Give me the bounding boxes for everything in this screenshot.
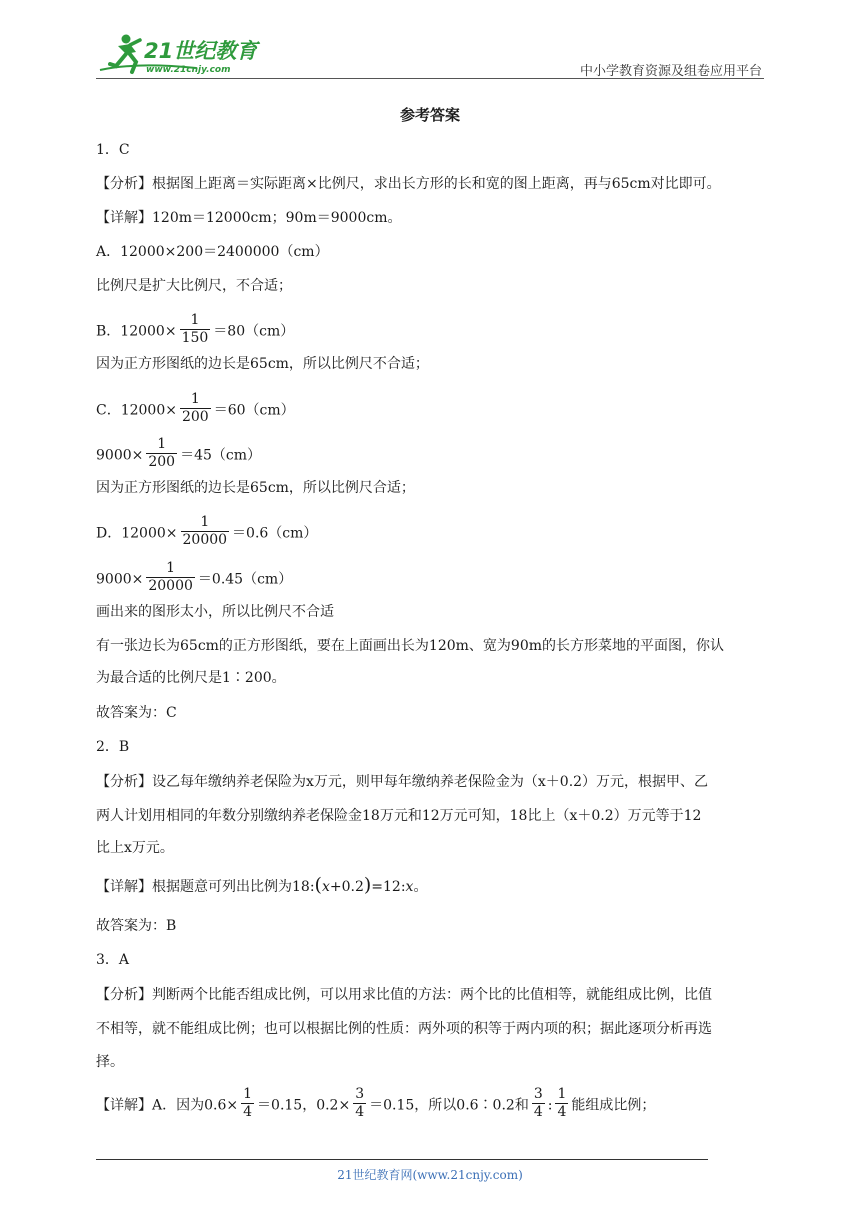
q2-analysis-1: 【分析】设乙每年缴纳养老保险为x万元，则甲每年缴纳养老保险金为（x＋0.2）万元，根据甲、乙 [96,774,709,790]
q2-final: 故答案为：B [96,918,177,934]
fraction: $\frac{1}{200}$ [148,436,176,470]
q1-option-b-note: 因为正方形图纸的边长是65cm，所以比例尺不合适； [96,356,429,372]
platform-label: 中小学教育资源及组卷应用平台 [579,64,762,79]
q2-analysis-3: 比上x万元。 [96,840,174,856]
header-divider [96,78,764,79]
q1-summary-2: 为最合适的比例尺是1∶200。 [96,670,286,686]
q1-option-d-2: 9000× $\frac{1}{20000}$ ＝0.45（cm） [96,560,293,594]
fraction: $\frac{3}{4}$ [355,1086,365,1120]
q1-summary-1: 有一张边长为65cm的正方形图纸，要在上面画出长为120m、宽为90m的长方形菜地的平面图，你认 [96,638,725,654]
footer-divider [96,1159,708,1160]
ratio-equation: 18:(x+0.2)=12:x [292,874,414,896]
q2-analysis-2: 两人计划用相同的年数分别缴纳养老保险金18万元和12万元可知，18比上（x＋0.2）万元等于12 [96,808,702,824]
fraction: $\frac{1}{150}$ [181,312,209,346]
q3-answer: 3．A [96,952,130,968]
q1-option-c-2: 9000× $\frac{1}{200}$ ＝45（cm） [96,436,262,470]
q1-option-a: A．12000×200＝2400000（cm） [96,244,329,260]
q2-answer: 2．B [96,739,130,755]
fraction: $\frac{1}{20000}$ [148,560,193,594]
fraction: $\frac{1}{20000}$ [182,514,228,548]
fraction: $\frac{1}{200}$ [181,391,209,425]
q3-detail: 【详解】A．因为0.6× $\frac{1}{4}$ ＝0.15，0.2× $\frac{3}{4}$ ＝0.15，所以0.6∶0.2和 $\frac{3}{4}$ : $\frac{1}{4}$ 能组成比例； [96,1086,656,1120]
q3-analysis-3: 择。 [96,1054,124,1070]
footer-link[interactable]: 21世纪教育网(www.21cnjy.com) [337,1168,523,1182]
q1-answer: 1．C [96,142,130,158]
logo-21cnjy [96,30,266,78]
q1-analysis: 【分析】根据图上距离＝实际距离×比例尺，求出长方形的长和宽的图上距离，再与65cm对比即可。 [96,176,721,192]
fraction: $\frac{1}{4}$ [557,1086,567,1120]
q2-detail: 【详解】根据题意可列出比例为18:(x+0.2)=12:x。 [96,874,428,896]
fraction: $\frac{1}{4}$ [243,1086,253,1120]
page-header [96,30,764,78]
q1-option-b: B．12000× $\frac{1}{150}$ ＝80（cm） [96,312,295,346]
q1-option-c: C．12000× $\frac{1}{200}$ ＝60（cm） [96,391,295,425]
q3-analysis-1: 【分析】判断两个比能否组成比例，可以用求比值的方法：两个比的比值相等，就能组成比例，比值 [96,987,712,1003]
q3-analysis-2: 不相等，就不能组成比例；也可以根据比例的性质：两外项的积等于两内项的积；据此逐项分析再选 [96,1021,712,1037]
q1-option-d-note: 画出来的图形太小，所以比例尺不合适 [96,604,334,620]
q1-option-a-note: 比例尺是扩大比例尺，不合适； [96,278,292,294]
q1-option-d: D．12000× $\frac{1}{20000}$ ＝0.6（cm） [96,514,318,548]
q1-option-c-note: 因为正方形图纸的边长是65cm，所以比例尺合适； [96,480,415,496]
q1-detail: 【详解】120m＝12000cm；90m＝9000cm。 [96,210,402,226]
q1-final: 故答案为：C [96,705,177,721]
page-title: 参考答案 [399,106,460,124]
fraction: $\frac{3}{4}$ [533,1086,543,1120]
logo-title: 21世纪教育 [144,39,258,63]
logo-url: www.21cnjy.com [146,65,231,75]
